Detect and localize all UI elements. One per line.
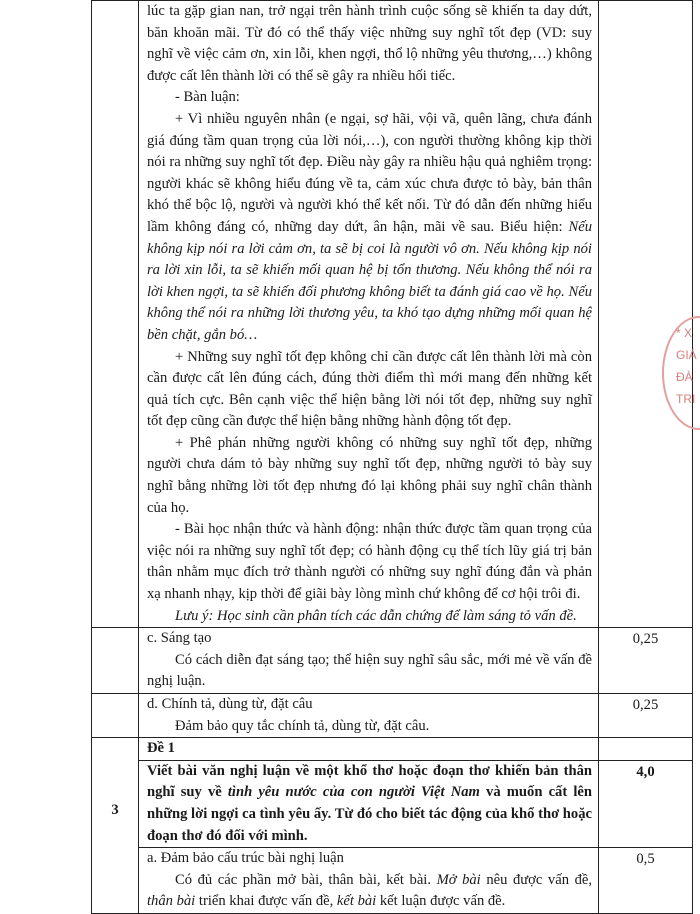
criterion-title: d. Chính tả, dùng từ, đặt câu <box>147 696 313 712</box>
paragraph: - Bài học nhận thức và hành động: nhận thức được tầm quan trọng của việc nói ra những suy nghĩ tốt đẹp; có hành động cụ thể tích lũy giá trị bản thân nhằm mục đích trở thành người có những suy nghĩ đúng đắn và phản xạ nhanh nhạy, kịp thời để giãi bày lòng mình chứ không để cơ hội trôi đi. <box>147 521 592 603</box>
criterion-title: a. Đảm bảo cấu trúc bài nghị luận <box>147 850 344 867</box>
score-cell: 0,5 <box>599 848 693 914</box>
note-text: Lưu ý: Học sinh cần phân tích các dẫn chứng để làm sáng tỏ vấn đề. <box>175 607 577 624</box>
table-row <box>92 1 693 628</box>
criterion-title: c. Sáng tạo <box>147 630 212 647</box>
score-cell: 0,25 <box>599 694 693 738</box>
question-number-cell <box>92 1 139 628</box>
question-number-cell <box>92 694 139 738</box>
criterion-body: Có đủ các phần mở bài, thân bài, kết bài. Mở bài nêu được vấn đề, thân bài triển khai được vấn đề, kết bài kết luận được vấn đề. <box>147 871 592 910</box>
table-row <box>92 760 693 847</box>
table-row <box>92 738 693 761</box>
table-row <box>92 848 693 914</box>
red-stamp: * X GIÁ ĐÀ TRI <box>662 316 700 430</box>
score-cell <box>599 1 693 628</box>
score-cell: 0,25 <box>599 628 693 694</box>
paragraph: + Phê phán những người không có những suy nghĩ tốt đẹp, những người chưa dám tỏ bày những suy nghĩ tốt đẹp, những người tỏ bày suy nghĩ bằng những lời tốt đẹp nhưng đó lại không phải suy nghĩ chân thành của họ. <box>147 434 592 516</box>
essay-prompt: Viết bài văn nghị luận về một khổ thơ hoặc đoạn thơ khiến bản thân nghĩ suy về tình yêu nước của con người Việt Nam và muốn cất lên những lời ngợi ca tình yêu ấy. Từ đó cho biết tác động của khổ thơ hoặc đoạn thơ đó đối với mình. <box>139 760 599 847</box>
table-row <box>92 694 693 738</box>
question-number-cell: 3 <box>92 738 139 914</box>
content-cell <box>139 848 599 914</box>
content-cell <box>139 1 599 628</box>
content-cell <box>139 694 599 738</box>
content-cell <box>139 628 599 694</box>
content-cell <box>139 738 599 761</box>
question-number-cell <box>92 628 139 694</box>
score-cell: 4,0 <box>599 760 693 847</box>
table-row <box>92 628 693 694</box>
score-cell <box>599 738 693 761</box>
criterion-body: Có cách diễn đạt sáng tạo; thể hiện suy nghĩ sâu sắc, mới mẻ về vấn đề nghị luận. <box>147 651 592 690</box>
answer-key-table <box>91 0 693 914</box>
paragraph: + Vì nhiều nguyên nhân (e ngại, sợ hãi, vội vã, quên lãng, chưa đánh giá đúng tầm quan trọng của lời nói,…), con người thường không kịp thời nói ra những suy nghĩ tốt đẹp. Điều này gây ra nhiều hậu quả nghiêm trọng: người khác sẽ không hiểu đúng về ta, cảm xúc chưa được tỏ bày, bản thân khó thể bộc lộ, người và người khó thể kết nối. Từ đó dẫn đến những hiểu lầm không đáng có, những day dứt, ân hận, mãi về sau. Biểu hiện: Nếu không kịp nói ra lời cảm ơn, ta sẽ bị coi là người vô ơn. Nếu không kịp nói ra lời xin lỗi, ta sẽ khiến mối quan hệ bị tổn thương. Nếu không thể nói ra lời khen ngợi, ta sẽ khiến đối phương không biết ta đánh giá cao về họ. Nếu không thể nói ra những lời thương yêu, ta khó tạo dựng những mối quan hệ bền chặt, gắn bó… <box>147 110 592 343</box>
paragraph: lúc ta gặp gian nan, trở ngại trên hành trình cuộc sống sẽ khiến ta day dứt, băn khoăn mãi. Từ đó có thể thấy việc những suy nghĩ tốt đẹp (VD: suy nghĩ về việc cảm ơn, xin lỗi, khen ngợi, thổ lộ những yêu thương,…) không được cất lên thành lời có thể sẽ gây ra nhiều hối tiếc. <box>147 3 592 84</box>
criterion-body: Đảm bảo quy tắc chính tả, dùng từ, đặt câu. <box>175 717 430 734</box>
discussion-heading: - Bàn luận: <box>175 89 240 106</box>
paragraph: + Những suy nghĩ tốt đẹp không chỉ cần được cất lên thành lời mà còn cần được cất lên đúng cách, đúng thời điểm thì mới mang đến những kết quả tích cực. Bên cạnh việc thể hiện bằng lời nói tốt đẹp, những suy nghĩ tốt đẹp cũng cần được thể hiện bằng những hành động tốt đẹp. <box>147 348 592 430</box>
topic-label: Đề 1 <box>147 740 175 757</box>
